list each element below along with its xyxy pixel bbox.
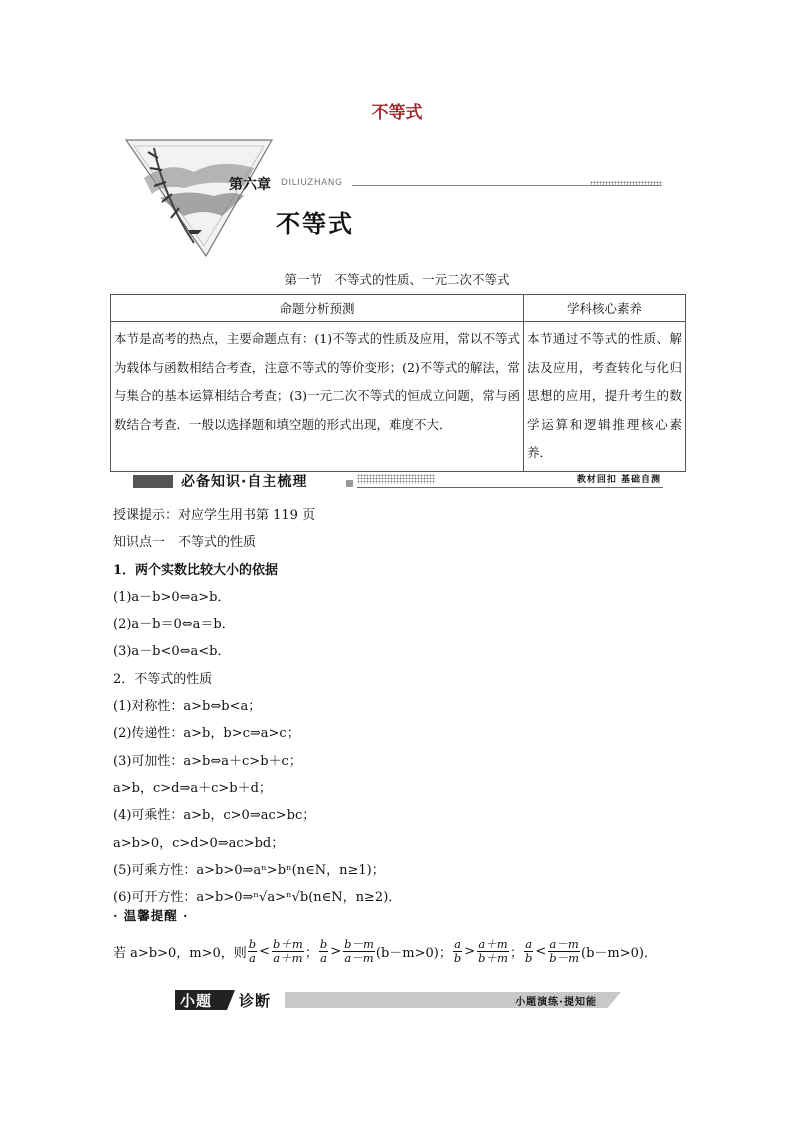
diagnosis-subtitle: 小题演练·提知能 <box>515 997 597 1008</box>
content-line: (5)可乘方性：a>b>0⇒aⁿ>bⁿ(n∈N，n≥1)； <box>113 862 385 878</box>
table-row <box>111 322 686 472</box>
diagnosis-label-small: 小题 <box>180 992 213 1010</box>
content-line: (2)传递性：a>b，b>c⇒a>c； <box>113 726 300 742</box>
content-line: a>b>0，c>d>0⇒ac>bd； <box>113 835 285 851</box>
bar-dots <box>357 474 435 484</box>
knowledge-label: 必备知识·自主梳理 <box>181 474 308 490</box>
banner-dots <box>590 181 662 186</box>
chapter-number: 第六章 <box>229 177 271 193</box>
content-line: (4)可乘性：a>b，c>0⇒ac>bc； <box>113 808 316 824</box>
diagnosis-label: 诊断 <box>239 992 272 1010</box>
diagnosis-slant <box>227 990 235 1010</box>
content-line: (3)a－b<0⇔a<b． <box>113 644 231 660</box>
bar-rule <box>357 487 663 488</box>
reminder-formula: 若 a>b>0，m>0，则 $\frac{b}{a}$ < $\frac{b+m}{a+m}$ ； $\frac{b}{a}$ > $\frac{b-m}{a-m}$ (b－m>0)； $\frac{a}{b}$ > $\frac{a+m}{b+m}$ ； $\frac{a}{b}$ < $\frac{a-m}{b-m}$ (b－m>0)． <box>113 937 657 965</box>
section-title: 第一节 不等式的性质、一元二次不等式 <box>284 272 510 287</box>
fraction: $\frac{b+m}{a+m}$ <box>273 937 303 965</box>
chapter-title: 不等式 <box>276 210 354 238</box>
knowledge-content <box>113 504 683 913</box>
knowledge-subtitle: 教材回扣 基础自测 <box>576 475 661 485</box>
literacy-cell: 本节通过不等式的性质、解法及应用，考查转化与化归思想的应用，提升考生的数学运算和逻辑推理核心素养． <box>524 322 686 472</box>
table-header-row <box>111 295 686 322</box>
bar-square <box>346 480 353 487</box>
content-line: (2)a－b＝0⇔a＝b． <box>113 617 235 633</box>
document-title: 不等式 <box>371 103 423 123</box>
formula-prefix: 若 a>b>0，m>0，则 <box>113 946 247 961</box>
analysis-cell: 本节是高考的热点，主要命题点有：(1)不等式的性质及应用，常以不等式为载体与函数相结合考查，注意不等式的等价变形；(2)不等式的解法，常与集合的基本运算相结合考查；(3)一元二次不等式的恒成立问题，常与函数结合考查．一般以选择题和填空题的形式出现，难度不大． <box>111 322 524 472</box>
fraction: $\frac{b}{a}$ <box>248 937 257 965</box>
content-line: 1．两个实数比较大小的依据 <box>113 562 279 578</box>
header-analysis: 命题分析预测 <box>111 295 524 322</box>
chapter-pinyin: DILIUZHANG <box>281 178 343 188</box>
fraction: $\frac{a}{b}$ <box>524 937 533 965</box>
diagnosis-section-bar <box>175 987 623 1013</box>
bar-block <box>133 475 173 488</box>
tip-title: · 温馨提醒 · <box>113 908 189 923</box>
analysis-table <box>110 294 686 472</box>
content-line: (1)对称性：a>b⇔b<a； <box>113 699 262 715</box>
knowledge-section-bar <box>133 471 663 491</box>
landscape-triangle-icon <box>124 138 274 258</box>
header-literacy: 学科核心素养 <box>524 295 686 322</box>
fraction: $\frac{b-m}{a-m}$ <box>344 937 374 965</box>
content-line: (1)a－b>0⇔a>b． <box>113 589 231 605</box>
content-line: 2．不等式的性质 <box>113 671 213 687</box>
content-line: (6)可开方性：a>b>0⇒ⁿ√a>ⁿ√b(n∈N，n≥2)． <box>113 890 402 906</box>
chapter-banner <box>124 138 684 258</box>
fraction: $\frac{a}{b}$ <box>453 937 462 965</box>
fraction: $\frac{b}{a}$ <box>319 937 328 965</box>
fraction: $\frac{a-m}{b-m}$ <box>549 937 580 965</box>
content-line: 知识点一 不等式的性质 <box>113 535 257 551</box>
content-line: 授课提示：对应学生用书第 119 页 <box>113 508 316 523</box>
content-line: a>b，c>d⇒a＋c>b＋d； <box>113 780 272 796</box>
content-line: (3)可加性：a>b⇔a＋c>b＋c； <box>113 753 302 769</box>
fraction: $\frac{a+m}{b+m}$ <box>478 937 508 965</box>
